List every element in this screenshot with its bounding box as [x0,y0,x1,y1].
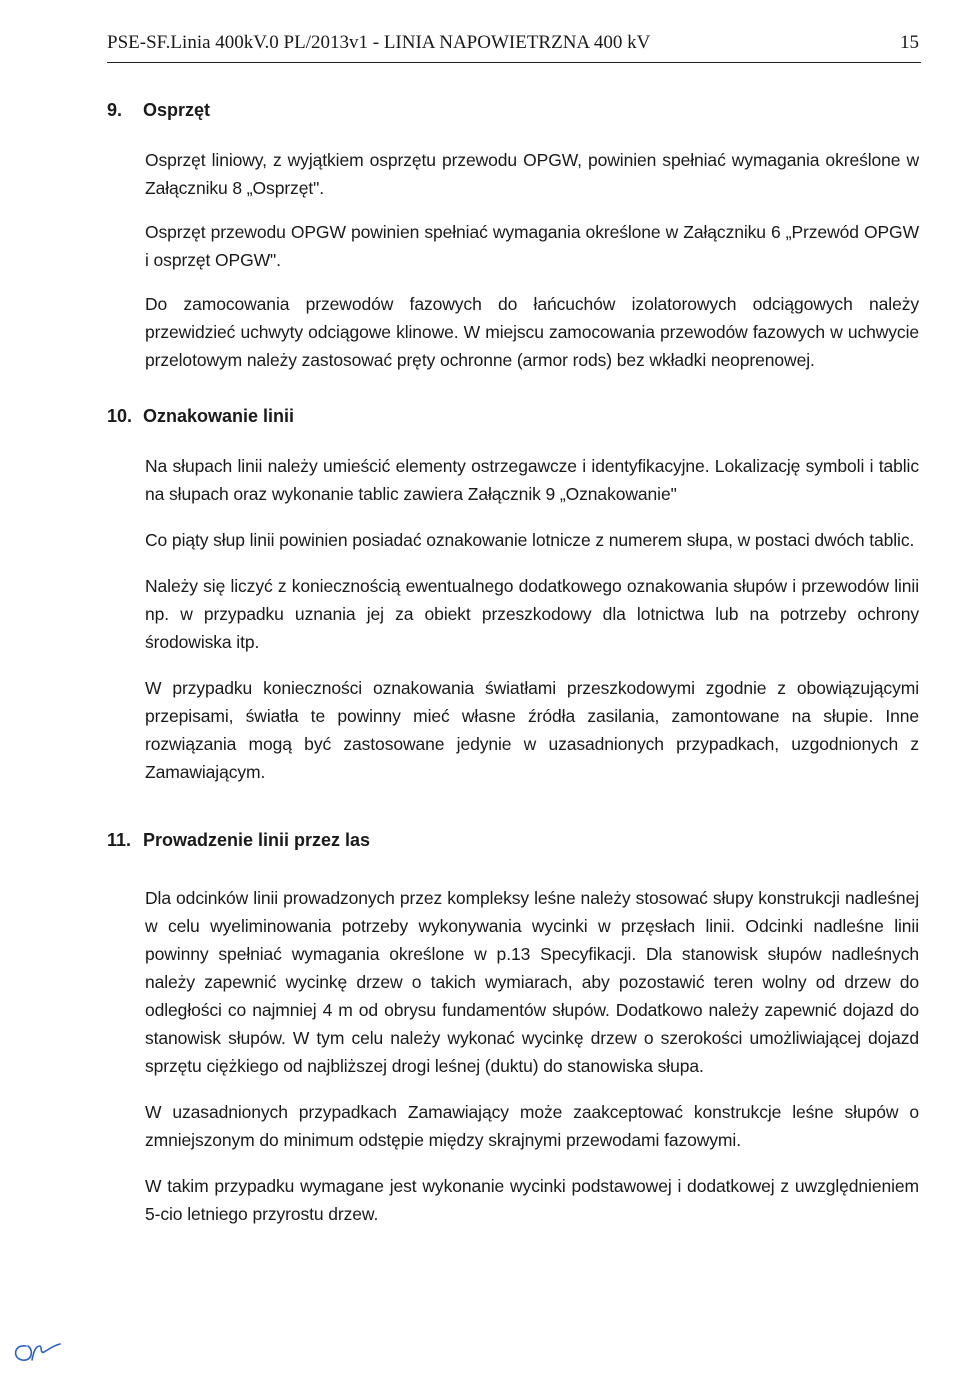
page-header [107,32,921,63]
section-heading [107,826,919,854]
section-10 [107,402,919,786]
paragraph: Do zamocowania przewodów fazowych do łańcuchów izolatorowych odciągowych należy przewidzieć uchwyty odciągowe klinowe. W miejscu zamocowania przewodów fazowych w uchwycie przelotowym należy zastosować pręty ochronne (armor rods) bez wkładki neoprenowej. [145,294,919,370]
section-heading [107,402,919,430]
paragraph: Dla odcinków linii prowadzonych przez kompleksy leśne należy stosować słupy konstrukcji nadleśnej w celu wyeliminowania potrzeby wykonywania wycinki w przęsłach linii. Odcinki nadleśne linii powinny spełniać wymagania określone w p.13 Specyfikacji. Dla stanowisk słupów nadleśnych należy zapewnić wycinkę drzew o takich wymiarach, aby pozostawić teren wolny od drzew do odległości co najmniej 4 m od obrysu fundamentów słupów. Dodatkowo należy zapewnić dojazd do stanowisk słupów. W tym celu należy wykonać wycinkę drzew o szerokości umożliwiającej dojazd sprzętu ciężkiego od najbliższej drogi leśnej (duktu) do stanowiska słupa. [145,888,919,1076]
page-number: 15 [900,32,919,53]
paragraph: W uzasadnionych przypadkach Zamawiający może zaakceptować konstrukcje leśne słupów o zmniejszonym do minimum odstępie między skrajnymi przewodami fazowymi. [145,1102,919,1150]
section-11 [107,826,919,1228]
document-title: PSE-SF.Linia 400kV.0 PL/2013v1 - LINIA NAPOWIETRZNA 400 kV [107,32,651,53]
section-number: 11. [107,830,132,850]
section-title: Oznakowanie linii [143,406,295,426]
paragraph: W takim przypadku wymagane jest wykonanie wycinki podstawowej i dodatkowej z uwzględnieniem 5-cio letniego przyrostu drzew. [145,1176,919,1224]
document-body [107,96,919,1246]
paragraph: Na słupach linii należy umieścić elementy ostrzegawcze i identyfikacyjne. Lokalizację symboli i tablic na słupach oraz wykonanie tablic zawiera Załącznik 9 „Oznakowanie" [145,456,919,504]
section-number: 10. [107,406,133,426]
paragraph: Należy się liczyć z koniecznością ewentualnego dodatkowego oznakowania słupów i przewodów linii np. w przypadku uznania jej za obiekt przeszkodowy dla lotnictwa lub na potrzeby ochrony środowiska itp. [145,576,919,652]
handwritten-initials [6,1316,66,1364]
paragraph: Osprzęt przewodu OPGW powinien spełniać wymagania określone w Załączniku 6 „Przewód OPGW i osprzęt OPGW". [145,222,919,270]
section-9 [107,96,919,374]
section-title: Osprzęt [143,100,211,120]
section-number: 9. [107,100,123,120]
section-heading [107,96,919,124]
paragraph: Co piąty słup linii powinien posiadać oznakowanie lotnicze z numerem słupa, w postaci dwóch tablic. [145,530,915,550]
paragraph: W przypadku konieczności oznakowania światłami przeszkodowymi zgodnie z obowiązującymi przepisami, światła te powinny mieć własne źródła zasilania, zamontowane na słupie. Inne rozwiązania mogą być zastosowane jedynie w uzasadnionych przypadkach, uzgodnionych z Zamawiającym. [145,678,919,782]
section-title: Prowadzenie linii przez las [143,830,371,850]
paragraph: Osprzęt liniowy, z wyjątkiem osprzętu przewodu OPGW, powinien spełniać wymagania określone w Załączniku 8 „Osprzęt". [145,150,919,198]
